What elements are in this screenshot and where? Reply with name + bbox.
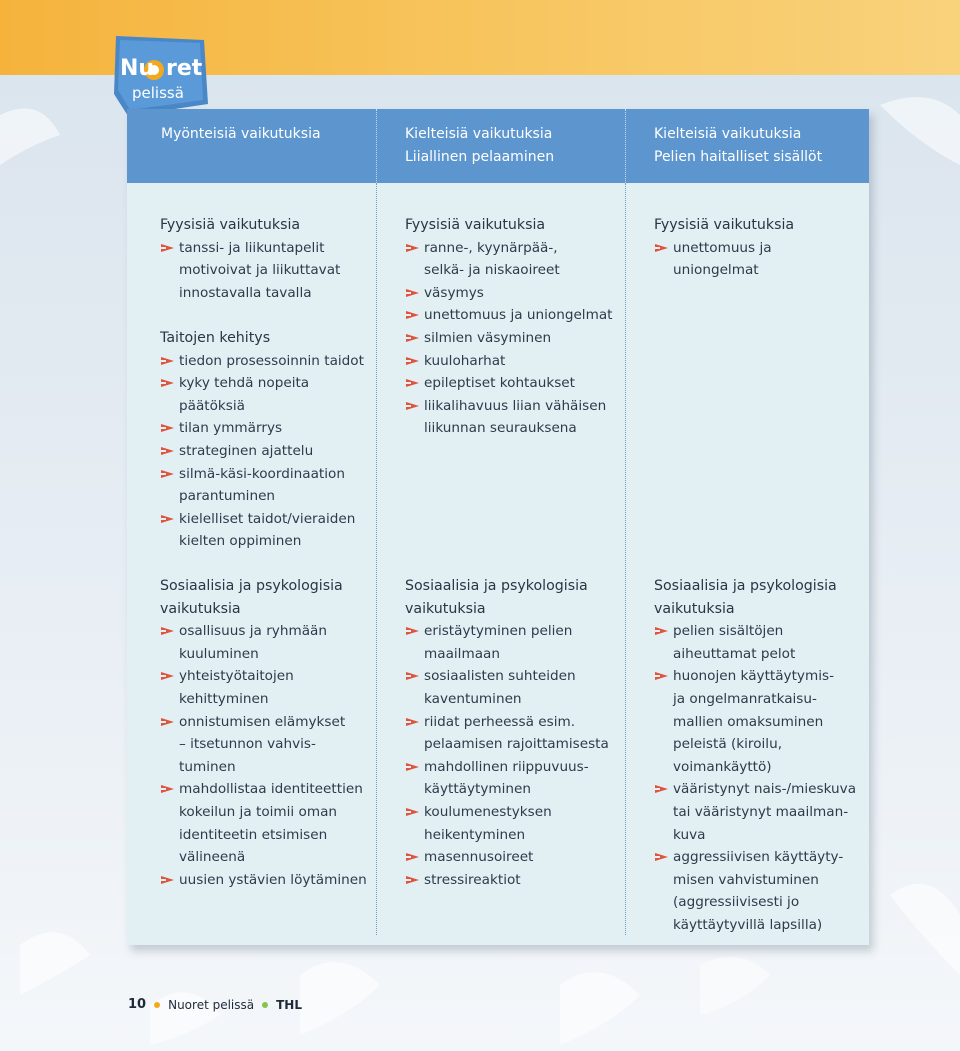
list-item: silmien väsyminen [405,327,620,350]
list-item: kielelliset taidot/vieraiden kielten oppiminen [160,508,370,553]
arrow-bullet-icon [406,853,419,861]
arrow-bullet-icon [406,718,419,726]
logo-text-ret: ret [166,56,203,81]
header-line: Liiallinen pelaaminen [405,149,555,165]
list-item: mahdollistaa identiteettien kokeilun ja toimii oman identiteetin etsimisen välineenä [160,778,370,868]
table-header [127,109,869,183]
header-excessive-gaming [405,123,554,169]
section-title: Sosiaalisia ja psykologisia vaikutuksia [405,578,588,617]
list-item: eristäytyminen pelien maailmaan [405,620,620,665]
arrow-bullet-icon [161,357,174,365]
list-item: mahdollinen riippuvuus- käyttäytyminen [405,756,620,801]
list-item: epileptiset kohtaukset [405,372,620,395]
arrow-bullet-icon [406,289,419,297]
section-title: Sosiaalisia ja psykologisia vaikutuksia [160,578,343,617]
arrow-bullet-icon [406,672,419,680]
list-item: strateginen ajattelu [160,440,370,463]
arrow-bullet-icon [655,785,668,793]
list-item: väsymys [405,282,620,305]
arrow-bullet-icon [406,357,419,365]
publication-name: Nuoret pelissä [168,997,255,1012]
arrow-bullet-icon [161,718,174,726]
logo-text-pelissa: pelissä [132,84,184,102]
header-line: Kielteisiä vaikutuksia [405,126,553,142]
list-item: yhteistyötaitojen kehittyminen [160,665,370,710]
arrow-bullet-icon [406,808,419,816]
social-excessive-section [405,575,620,891]
arrow-bullet-icon [406,311,419,319]
header-line: Kielteisiä vaikutuksia [654,126,802,142]
physical-excessive-section [405,214,620,440]
header-line: Myönteisiä vaikutuksia [161,126,321,142]
list-item: tilan ymmärrys [160,417,370,440]
list-item: liikalihavuus liian vähäisen liikunnan seurauksena [405,395,620,440]
list-item: ranne-, kyynärpää-, selkä- ja niskaoireet [405,237,620,282]
arrow-bullet-icon [406,763,419,771]
list-item: aggressiivisen käyttäyty- misen vahvistuminen (aggressiivisesti jo käyttäytyvillä lapsilla) [654,846,866,936]
list-item: riidat perheessä esim. pelaamisen rajoittamisesta [405,711,620,756]
section-title: Fyysisiä vaikutuksia [160,217,301,233]
section-title: Taitojen kehitys [160,329,271,346]
logo-text-nu: Nu [120,56,155,81]
physical-positive-section [160,214,370,553]
section-title: Sosiaalisia ja psykologisia vaikutuksia [654,578,837,617]
arrow-bullet-icon [406,379,419,387]
arrow-bullet-icon [161,379,174,387]
column-divider [376,183,377,935]
arrow-bullet-icon [406,402,419,410]
list-item: kyky tehdä nopeita päätöksiä [160,372,370,417]
arrow-bullet-icon [161,470,174,478]
dot-separator-icon [154,1002,160,1008]
list-item: huonojen käyttäytymis- ja ongelmanratkaisu- mallien omaksuminen peleistä (kiroilu, voimankäyttö) [654,665,866,778]
list-item: sosiaalisten suhteiden kaventuminen [405,665,620,710]
effects-table-card [127,109,869,945]
dot-separator-icon [262,1002,268,1008]
nuoret-pelissa-logo [110,34,210,118]
arrow-bullet-icon [406,627,419,635]
list-item: tiedon prosessoinnin taidot [160,350,370,373]
list-item: stressireaktiot [405,869,620,892]
arrow-bullet-icon [655,853,668,861]
section-title: Fyysisiä vaikutuksia [654,217,795,233]
arrow-bullet-icon [161,876,174,884]
header-harmful-content [654,123,822,169]
list-item: pelien sisältöjen aiheuttamat pelot [654,620,866,665]
arrow-bullet-icon [406,876,419,884]
page-footer [128,997,302,1012]
list-item: unettomuus ja uniongelmat [405,304,620,327]
list-item: masennusoireet [405,846,620,869]
social-positive-section [160,575,370,891]
arrow-bullet-icon [161,627,174,635]
arrow-bullet-icon [161,447,174,455]
publisher-name: THL [276,997,302,1012]
physical-harmful-section [654,214,864,282]
social-harmful-section [654,575,866,937]
header-line: Pelien haitalliset sisällöt [654,149,823,165]
list-item: tanssi- ja liikuntapelit motivoivat ja liikuttavat innostavalla tavalla [160,237,370,305]
arrow-bullet-icon [655,244,668,252]
list-item: unettomuus ja uniongelmat [654,237,864,282]
list-item: onnistumisen elämykset – itsetunnon vahvis- tuminen [160,711,370,779]
list-item: vääristynyt nais-/mieskuva tai vääristynyt maailman- kuva [654,778,866,846]
list-item: uusien ystävien löytäminen [160,869,370,892]
list-item: koulumenestyksen heikentyminen [405,801,620,846]
page-number: 10 [128,997,147,1012]
arrow-bullet-icon [161,244,174,252]
section-title: Fyysisiä vaikutuksia [405,217,546,233]
column-divider [625,183,626,935]
header-divider [625,109,626,183]
list-item: silmä-käsi-koordinaation parantuminen [160,463,370,508]
header-positive-effects [161,123,321,146]
arrow-bullet-icon [161,785,174,793]
header-divider [376,109,377,183]
arrow-bullet-icon [406,244,419,252]
list-item: osallisuus ja ryhmään kuuluminen [160,620,370,665]
list-item: kuuloharhat [405,350,620,373]
arrow-bullet-icon [161,424,174,432]
arrow-bullet-icon [655,672,668,680]
arrow-bullet-icon [655,627,668,635]
arrow-bullet-icon [161,515,174,523]
arrow-bullet-icon [161,672,174,680]
arrow-bullet-icon [406,334,419,342]
